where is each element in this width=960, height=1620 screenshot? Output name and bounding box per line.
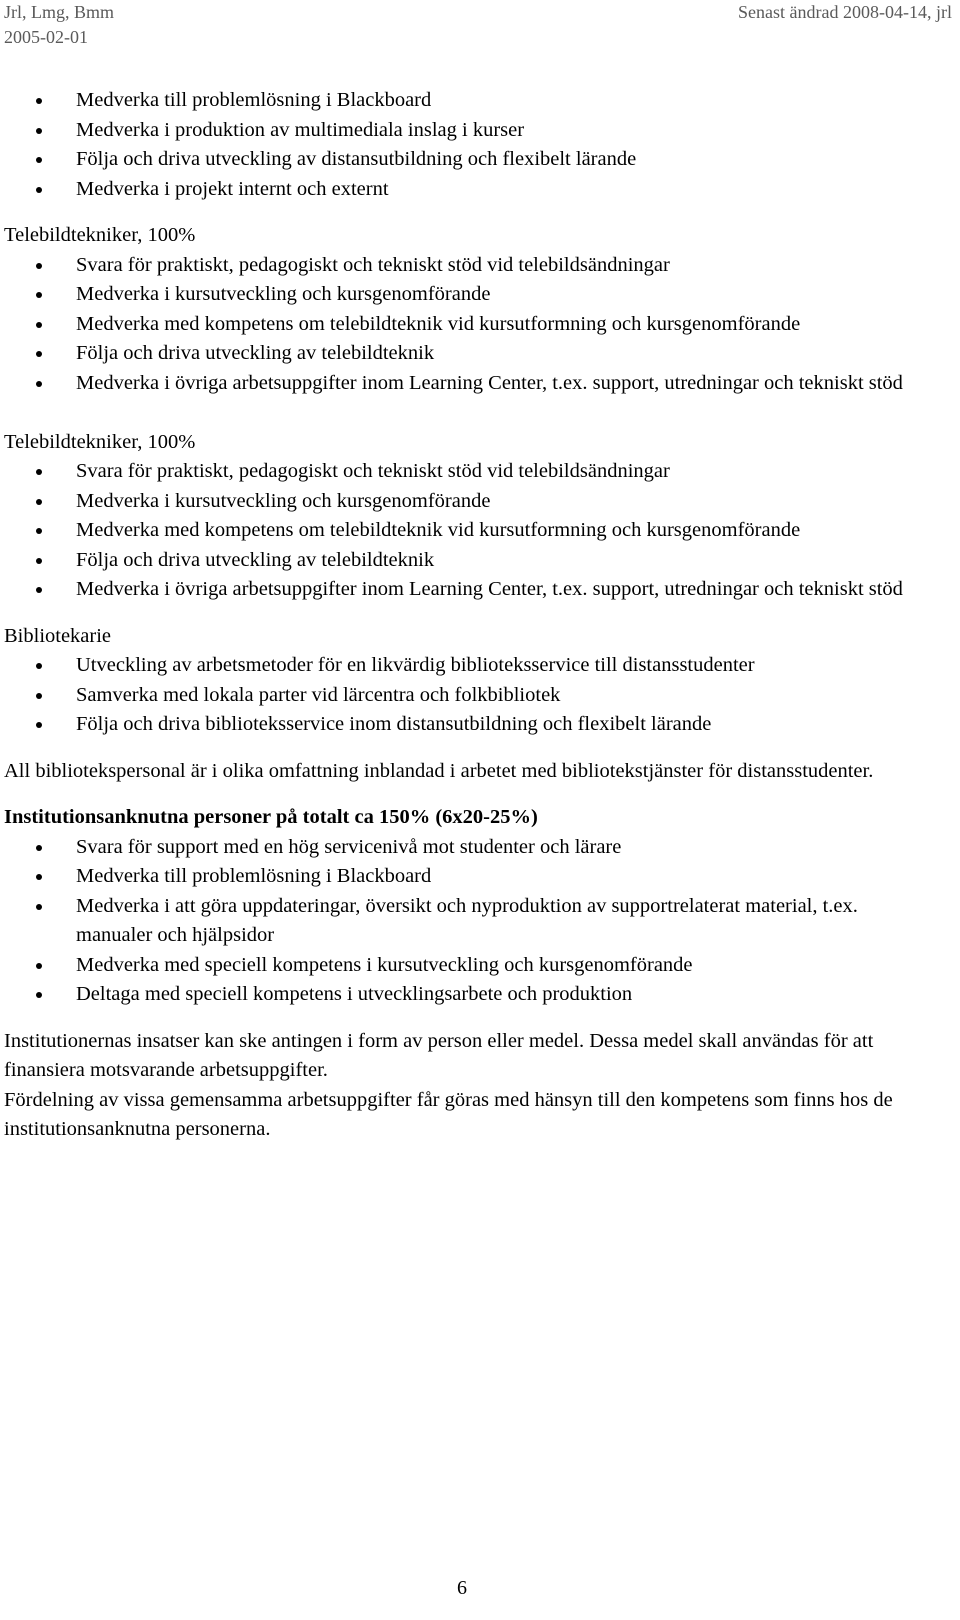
- list-item-text: Medverka i att göra uppdateringar, översikt och nyproduktion av supportrelaterat material, t.ex. manualer och hjälpsidor: [76, 894, 858, 946]
- section-heading-telebild-2: Telebildtekniker, 100%: [4, 430, 196, 453]
- bullet-icon: [36, 874, 42, 880]
- bullet-icon: [36, 98, 42, 104]
- bullet-icon: [36, 992, 42, 998]
- list-item: [4, 175, 934, 205]
- page-header: [4, 0, 952, 50]
- list-item: [4, 710, 934, 740]
- document-body: [4, 86, 934, 1145]
- list-item: [4, 487, 934, 517]
- bullet-icon: [36, 963, 42, 969]
- list-item: [4, 980, 934, 1010]
- section-list-bibliotekarie: [4, 651, 934, 740]
- list-item-text: Medverka i övriga arbetsuppgifter inom Learning Center, t.ex. support, utredningar och tekniskt stöd: [76, 371, 903, 394]
- section-heading-bibliotekarie: Bibliotekarie: [4, 624, 112, 647]
- list-item-text: Medverka i produktion av multimediala inslag i kurser: [76, 118, 525, 141]
- section-list-telebild-1: [4, 251, 934, 399]
- list-item-text: Medverka med kompetens om telebildteknik vid kursutformning och kursgenomförande: [76, 519, 801, 541]
- bullet-icon: [36, 528, 42, 534]
- bullet-icon: [36, 381, 42, 387]
- header-left: [4, 0, 114, 50]
- bullet-icon: [36, 499, 42, 505]
- list-item: [4, 369, 934, 399]
- list-item-text: Medverka i kursutveckling och kursgenomförande: [76, 489, 491, 512]
- list-item-text: Samverka med lokala parter vid lärcentra och folkbibliotek: [76, 683, 561, 706]
- list-item: [4, 116, 934, 146]
- bullet-icon: [36, 722, 42, 728]
- section-list-institutionsanknutna: [4, 833, 934, 1010]
- header-last-modified: Senast ändrad 2008-04-14, jrl: [738, 2, 952, 22]
- section-heading-telebild-1: Telebildtekniker, 100%: [4, 224, 196, 246]
- list-item: [4, 251, 934, 281]
- list-item: [4, 862, 934, 892]
- bullet-icon: [36, 128, 42, 134]
- list-item: [4, 145, 934, 175]
- bullet-icon: [36, 845, 42, 851]
- paragraph-bibliotekspersonal: All bibliotekspersonal är i olika omfattning inblandad i arbetet med bibliotekstjänster för distansstudenter.: [4, 759, 874, 782]
- list-item-text: Följa och driva utveckling av distansutbildning och flexibelt lärande: [76, 148, 637, 170]
- section-list-telebild-2: [4, 457, 934, 605]
- list-item-text: Utveckling av arbetsmetoder för en likvärdig biblioteksservice till distansstudenter: [76, 654, 755, 676]
- list-item-text: Medverka till problemlösning i Blackboard: [76, 865, 432, 887]
- header-authors: Jrl, Lmg, Bmm: [4, 2, 115, 22]
- list-item-text: Följa och driva utveckling av telebildteknik: [76, 342, 435, 364]
- list-item: [4, 833, 934, 863]
- list-item: [4, 681, 934, 711]
- list-item-text: Medverka i projekt internt och externt: [76, 177, 389, 200]
- bullet-icon: [36, 157, 42, 163]
- list-item: [4, 280, 934, 310]
- list-item-text: Medverka till problemlösning i Blackboard: [76, 89, 432, 111]
- section-heading-institutionsanknutna: Institutionsanknutna personer på totalt ca 150% (6x20-25%): [4, 806, 538, 828]
- list-item: [4, 86, 934, 116]
- list-item: [4, 651, 934, 681]
- bullet-icon: [36, 558, 42, 564]
- list-item: [4, 339, 934, 369]
- bullet-icon: [36, 322, 42, 328]
- bullet-icon: [36, 469, 42, 475]
- list-item: [4, 546, 934, 576]
- list-item-text: Medverka i övriga arbetsuppgifter inom Learning Center, t.ex. support, utredningar och tekniskt stöd: [76, 578, 903, 600]
- page-number: 6: [457, 1577, 467, 1599]
- list-item-text: Medverka med speciell kompetens i kursutveckling och kursgenomförande: [76, 953, 693, 976]
- list-item: [4, 575, 934, 605]
- bullet-icon: [36, 187, 42, 193]
- bullet-icon: [36, 663, 42, 669]
- bullet-icon: [36, 693, 42, 699]
- list-item-text: Följa och driva utveckling av telebildteknik: [76, 548, 435, 571]
- top-bullet-list: [4, 86, 934, 204]
- list-item: [4, 516, 934, 546]
- list-item-text: Svara för praktiskt, pedagogiskt och tekniskt stöd vid telebildsändningar: [76, 253, 670, 276]
- bullet-icon: [36, 263, 42, 269]
- list-item: [4, 951, 934, 981]
- bullet-icon: [36, 904, 42, 910]
- list-item-text: Medverka med kompetens om telebildteknik vid kursutformning och kursgenomförande: [76, 312, 801, 335]
- list-item-text: Följa och driva biblioteksservice inom distansutbildning och flexibelt lärande: [76, 713, 712, 735]
- list-item-text: Svara för support med en hög servicenivå mot studenter och lärare: [76, 835, 622, 858]
- bullet-icon: [36, 587, 42, 593]
- list-item: [4, 892, 934, 951]
- paragraph-institutionernas-insatser: Institutionernas insatser kan ske antingen i form av person eller medel. Dessa medel skall användas för att finansiera motsvarande arbetsuppgifter.: [4, 1029, 874, 1081]
- bullet-icon: [36, 292, 42, 298]
- list-item-text: Deltaga med speciell kompetens i utvecklingsarbete och produktion: [76, 983, 633, 1005]
- list-item: [4, 457, 934, 487]
- list-item: [4, 310, 934, 340]
- header-date: 2005-02-01: [4, 27, 88, 47]
- paragraph-fordelning: Fördelning av vissa gemensamma arbetsuppgifter får göras med hänsyn till den kompetens som finns hos de institutionsanknutna personerna.: [4, 1088, 893, 1140]
- bullet-icon: [36, 351, 42, 357]
- list-item-text: Medverka i kursutveckling och kursgenomförande: [76, 283, 491, 305]
- list-item-text: Svara för praktiskt, pedagogiskt och tekniskt stöd vid telebildsändningar: [76, 460, 670, 482]
